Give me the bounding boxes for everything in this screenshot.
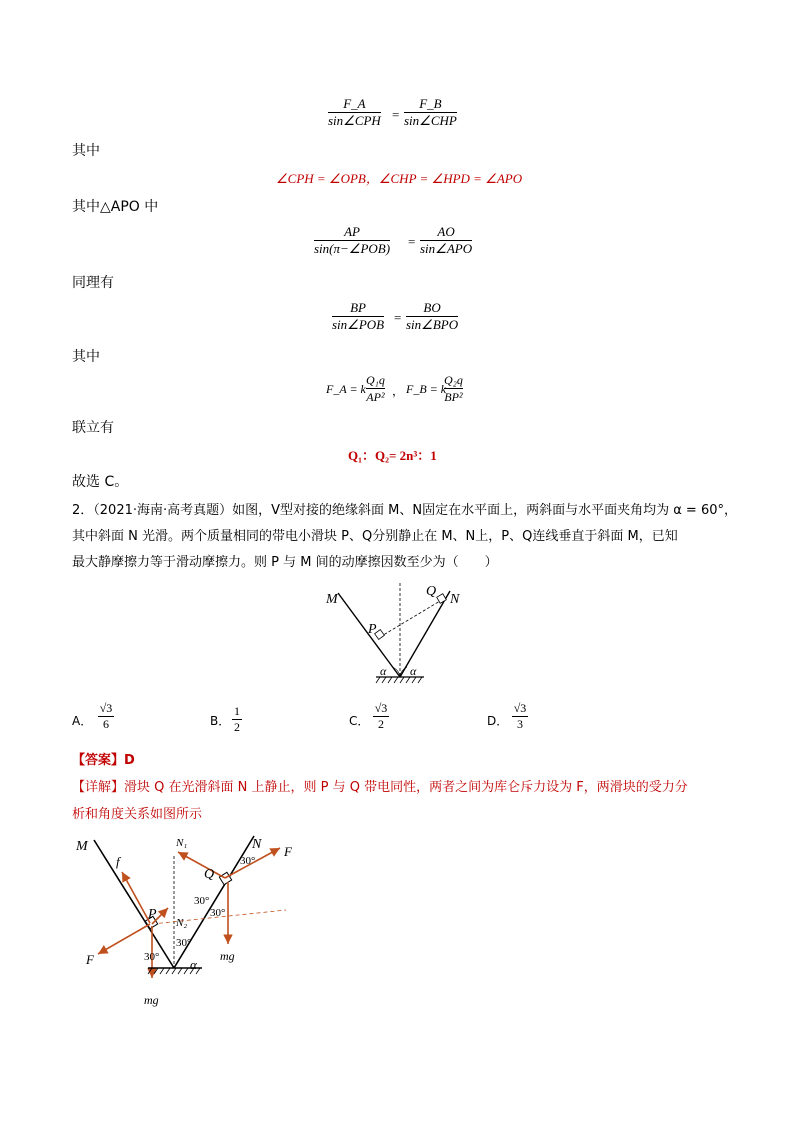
label-alpha-right: α [410, 664, 417, 678]
equals: = [392, 107, 400, 122]
option-c[interactable]: C． [349, 714, 370, 728]
question-2-line-2: 其中斜面 N 光滑。两个质量相同的带电小滑块 P、Q分别静止在 M、N上，P、Q连线垂直于斜面 M，已知 [72, 529, 678, 544]
equals: = [408, 234, 416, 249]
label-alpha: α [190, 957, 197, 972]
formula-5-sep: ， [392, 384, 405, 398]
formula-6: Q₁：Q₂= 2n³：1 [348, 448, 437, 463]
option-a[interactable]: A． [72, 714, 93, 728]
formula-4-left: BP sin∠POB [332, 300, 385, 332]
formula-1-left: F_A sin∠CPH [328, 96, 381, 128]
text-qizhong-3: 其中 [72, 349, 100, 365]
label-F-left: F [86, 952, 94, 967]
label-mg-q: mg [220, 949, 235, 963]
equals: = [394, 310, 402, 325]
option-b-value: 1 2 [234, 704, 240, 734]
detail-line-1: 【详解】滑块 Q 在光滑斜面 N 上静止，则 P 与 Q 带电同性，两者之间为库仑斥力设为 F，两滑块的受力分 [72, 780, 688, 795]
formula-2: ∠CPH = ∠OPB，∠CHP = ∠HPD = ∠APO [276, 171, 523, 186]
force-f [122, 872, 150, 923]
label-30-q-right: 30° [210, 907, 226, 919]
option-b[interactable]: B． [210, 714, 231, 728]
formula-1-right: F_B sin∠CHP [404, 96, 457, 128]
label-30-top: 30° [240, 855, 256, 867]
label-30-q-left: 30° [194, 895, 210, 907]
force-diagram [70, 826, 310, 1016]
label-30-mid: 30° [176, 937, 192, 949]
text-qizhong-2: 其中△APO 中 [72, 199, 159, 215]
text-guxuan: 故选 C。 [72, 474, 129, 490]
text-lianli: 联立有 [72, 420, 114, 436]
formula-3-left: AP sin(π−∠POB) [314, 224, 391, 256]
formula-5-fb-frac: Q₂q BP² [444, 373, 463, 404]
text-tongli: 同理有 [72, 275, 114, 291]
label-n2: N₂ [176, 917, 188, 929]
label-q: Q [204, 867, 215, 882]
formula-5-fa: F_A = k [326, 382, 366, 396]
option-c-value: √3 2 [374, 701, 388, 731]
label-p: P [368, 622, 377, 637]
formula-5-fb: F_B = k [406, 382, 447, 396]
slope-n [400, 591, 450, 677]
detail-line-2: 析和角度关系如图所示 [72, 807, 203, 822]
text-qizhong-1: 其中 [72, 143, 100, 159]
pq-dashed-line [380, 601, 440, 637]
label-F-right: F [284, 844, 292, 859]
force-F-on-p [98, 924, 150, 954]
label-n: N [252, 837, 262, 852]
label-p: P [148, 907, 157, 922]
label-mg-p: mg [144, 993, 159, 1007]
label-n1: N₁ [176, 837, 188, 849]
label-n: N [450, 592, 460, 607]
label-30-p: 30° [144, 951, 160, 963]
force-n1 [178, 852, 225, 878]
label-f: f [116, 854, 120, 869]
answer-label: 【答案】D [72, 753, 135, 768]
formula-3-right: AO sin∠APO [420, 224, 473, 256]
question-2-line-1: 2．（2021·海南·高考真题）如图，V型对接的绝缘斜面 M、N固定在水平面上，两斜面与水平面夹角均为 α = 60°， [72, 503, 737, 518]
question-figure [320, 575, 460, 690]
label-m: M [326, 592, 338, 607]
option-d[interactable]: D． [487, 714, 509, 728]
option-a-value: √3 6 [99, 701, 113, 731]
label-alpha-left: α [380, 664, 387, 678]
question-2-line-3: 最大静摩擦力等于滑动摩擦力。则 P 与 M 间的动摩擦因数至少为（ ） [72, 555, 498, 570]
label-m: M [76, 839, 88, 854]
label-q: Q [426, 584, 437, 599]
formula-4-right: BO sin∠BPO [406, 300, 459, 332]
formula-5-fa-frac: Q₁q AP² [366, 373, 385, 404]
option-d-value: √3 3 [513, 701, 527, 731]
